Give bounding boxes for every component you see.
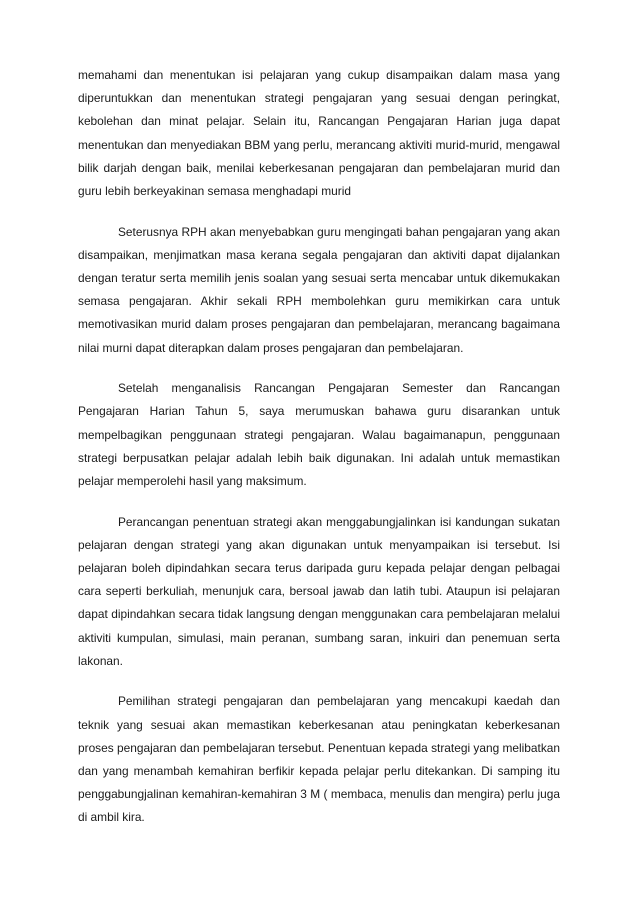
document-body — [78, 64, 560, 847]
paragraph-1: memahami dan menentukan isi pelajaran yang cukup disampaikan dalam masa yang diperuntukkan dan menentukan strategi pengajaran yang sesuai dengan peringkat, kebolehan dan minat pelajar. Selain itu, Rancangan Pengajaran Harian juga dapat menentukan dan menyediakan BBM yang perlu, merancang aktiviti murid-murid, mengawal bilik darjah dengan baik, menilai keberkesanan pengajaran dan pembelajaran murid dan guru lebih berkeyakinan semasa menghadapi murid — [78, 68, 560, 199]
paragraph-5: Pemilihan strategi pengajaran dan pembelajaran yang mencakupi kaedah dan teknik yang sesuai akan memastikan keberkesanan atau peningkatan keberkesanan proses pengajaran dan pembelajaran tersebut. Penentuan kepada strategi yang melibatkan dan yang menambah kemahiran berfikir kepada pelajar perlu ditekankan. Di samping itu penggabungjalinan kemahiran-kemahiran 3 M ( membaca, menulis dan mengira) perlu juga di ambil kira. — [78, 694, 560, 825]
paragraph-3: Setelah menganalisis Rancangan Pengajaran Semester dan Rancangan Pengajaran Harian Tahun 5, saya merumuskan bahawa guru disarankan untuk mempelbagikan penggunaan strategi pengajaran. Walau bagaimanapun, penggunaan strategi berpusatkan pelajar adalah lebih baik digunakan. Ini adalah untuk memastikan pelajar memperolehi hasil yang maksimum. — [78, 381, 560, 489]
paragraph-2: Seterusnya RPH akan menyebabkan guru mengingati bahan pengajaran yang akan disampaikan, menjimatkan masa kerana segala pengajaran dan aktiviti dapat dijalankan dengan teratur serta memilih jenis soalan yang sesuai serta mencabar untuk dikemukakan semasa pengajaran. Akhir sekali RPH membolehkan guru memikirkan cara untuk memotivasikan murid dalam proses pengajaran dan pembelajaran, merancang bagaimana nilai murni dapat diterapkan dalam proses pengajaran dan pembelajaran. — [78, 224, 560, 355]
paragraph-4: Perancangan penentuan strategi akan menggabungjalinkan isi kandungan sukatan pelajaran dengan strategi yang akan digunakan untuk menyampaikan isi tersebut. Isi pelajaran boleh dipindahkan secara terus daripada guru kepada pelajar dengan pelbagai cara seperti berkuliah, menunjuk cara, bersoal jawab dan latih tubi. Ataupun isi pelajaran dapat dipindahkan secara tidak langsung dengan menggunakan cara pembelajaran melalui aktiviti kumpulan, simulasi, main peranan, sumbang saran, inkuiri dan penemuan serta lakonan. — [78, 514, 560, 668]
